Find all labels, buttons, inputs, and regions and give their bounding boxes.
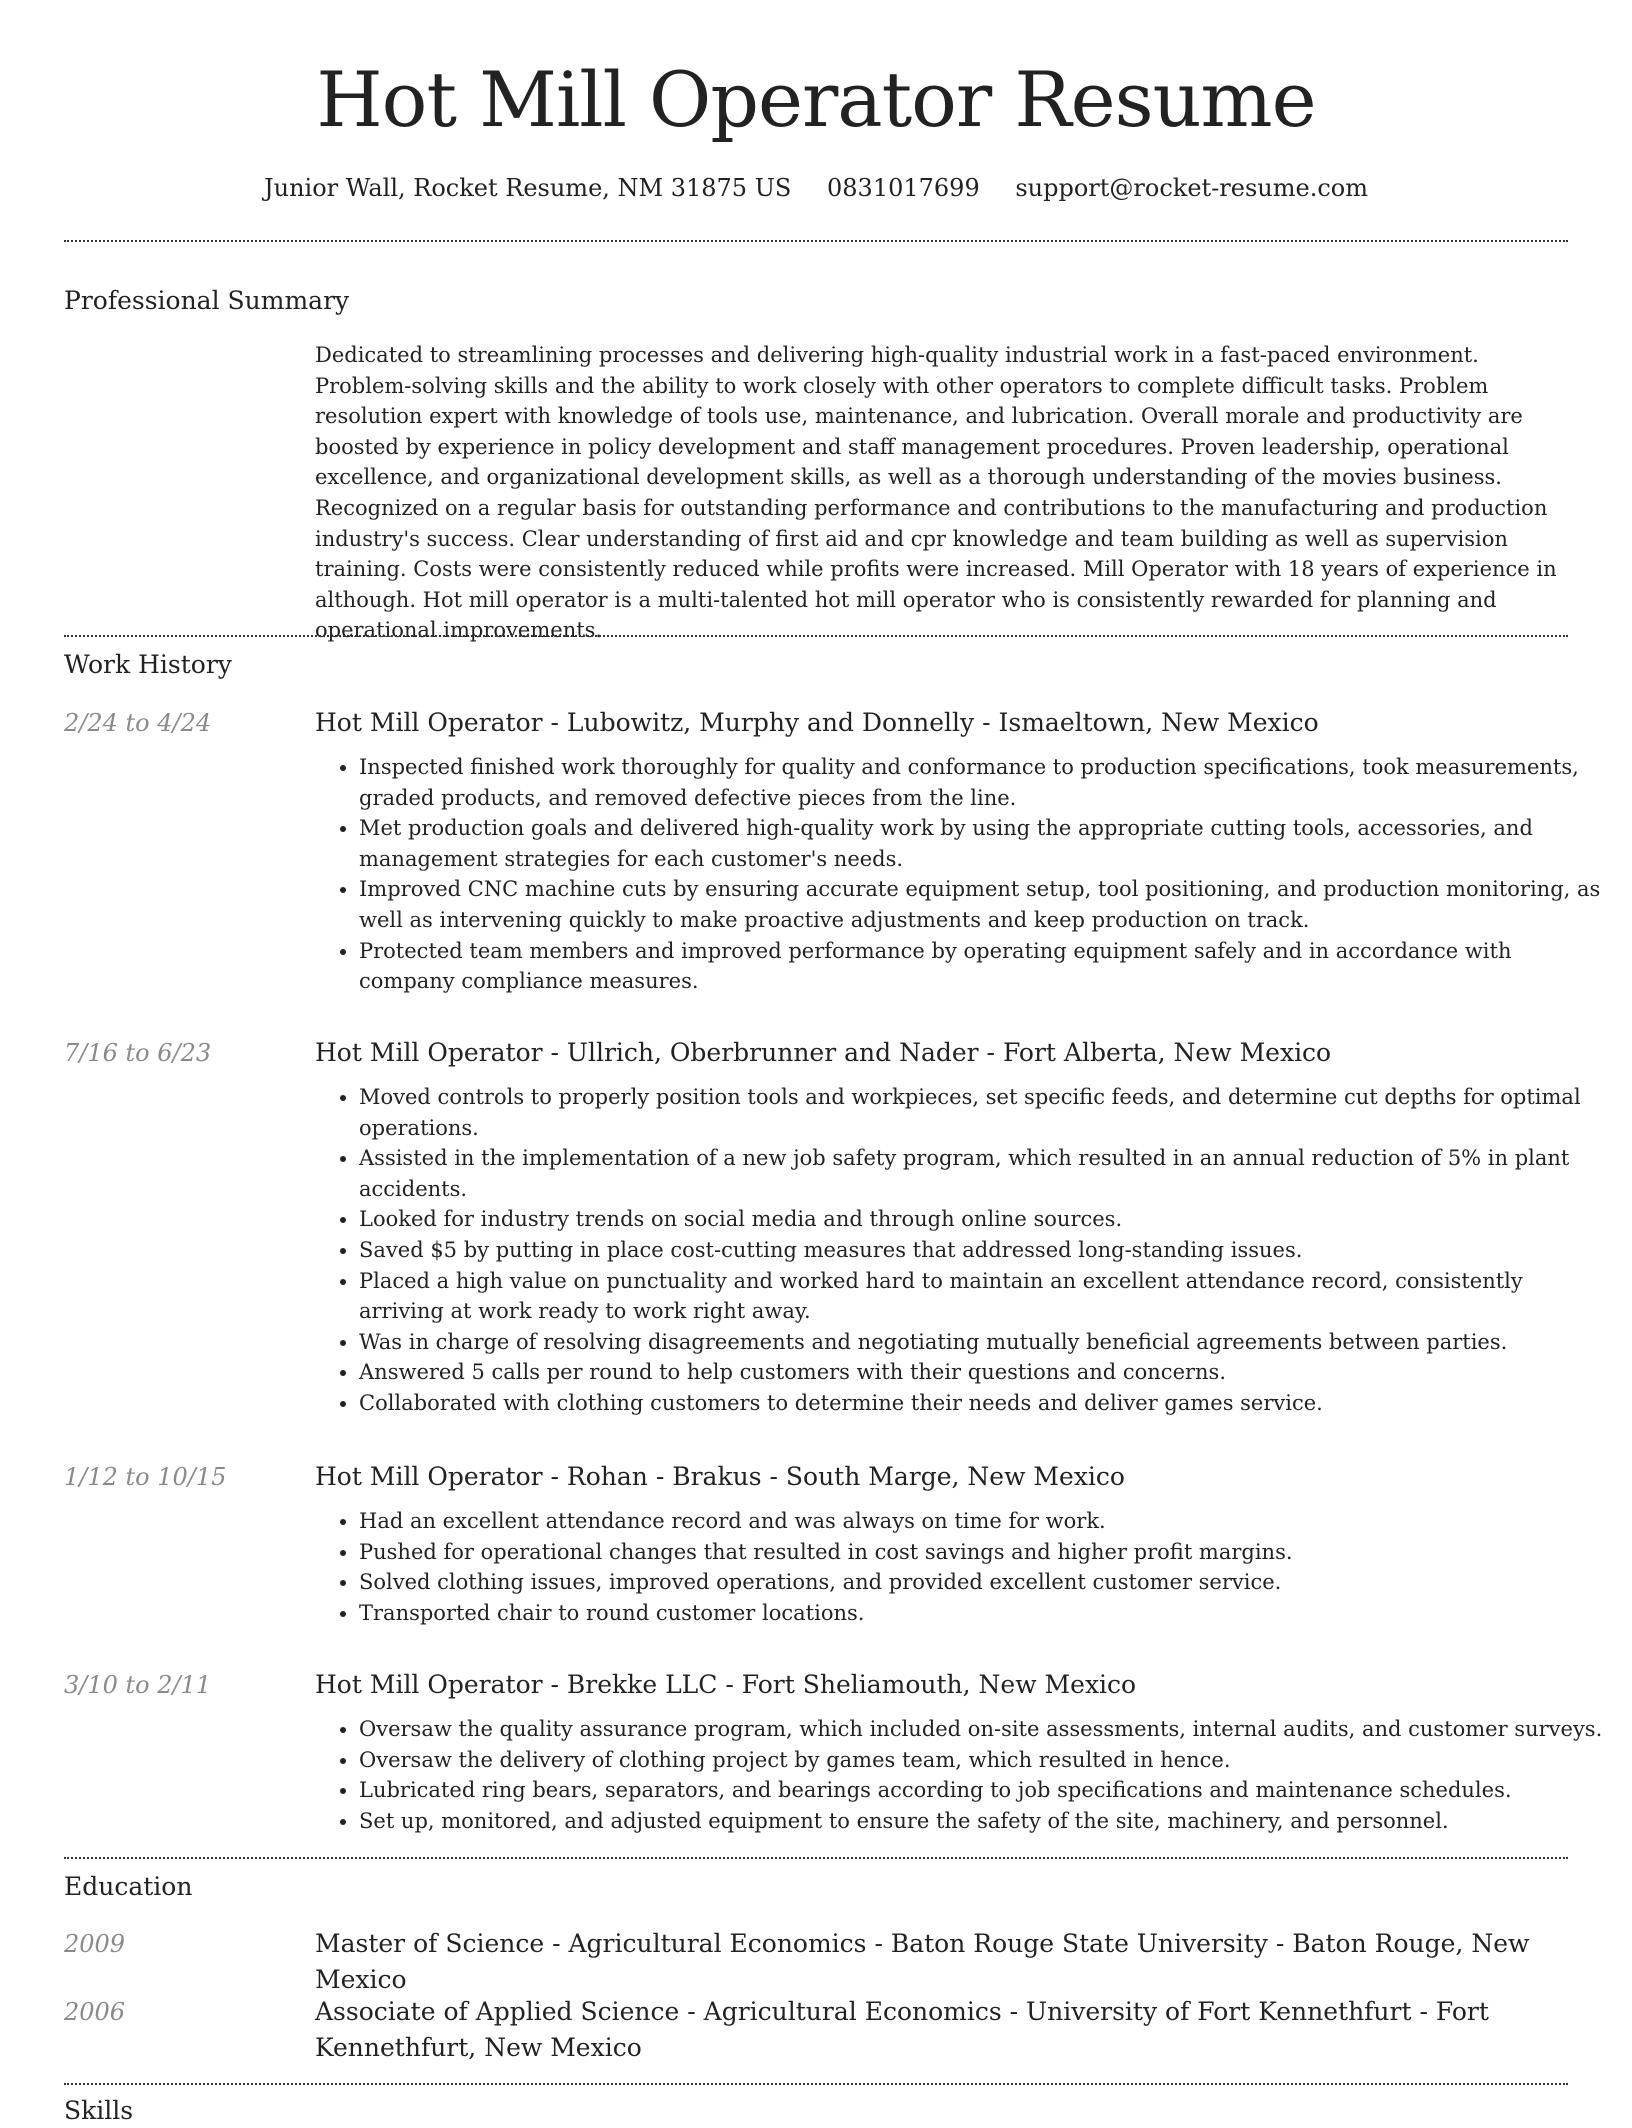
- job-bullets: [315, 752, 1612, 997]
- job-bullet: • Answered 5 calls per round to help customers with their questions and concerns.: [359, 1357, 1612, 1388]
- job-title: Hot Mill Operator - Rohan - Brakus - South Marge, New Mexico: [315, 1462, 1125, 1491]
- job-bullet: • Was in charge of resolving disagreements and negotiating mutually beneficial agreements between parties.: [359, 1327, 1612, 1358]
- work-history-heading: Work History: [64, 650, 232, 679]
- job-bullet: • Solved clothing issues, improved operations, and provided excellent customer service.: [359, 1567, 1612, 1598]
- job-bullet: • Lubricated ring bears, separators, and bearings according to job specifications and maintenance schedules.: [359, 1775, 1612, 1806]
- contact-line: [64, 172, 1568, 204]
- job-bullets: [315, 1082, 1612, 1419]
- job-bullet: • Protected team members and improved performance by operating equipment safely and in accordance with company compliance measures.: [359, 936, 1612, 997]
- education-year: 2009: [64, 1930, 126, 1958]
- divider: [64, 240, 1568, 242]
- summary-text: Dedicated to streamlining processes and delivering high-quality industrial work in a fast-paced environment. Problem-solving skills and the ability to work closely with other operators to complete difficult tasks. Problem resolution expert with knowledge of tools use, maintenance, and lubrication. Overall morale and productivity are boosted by experience in policy development and staff management procedures. Proven leadership, operational excellence, and organizational development skills, as well as a thorough understanding of the movies business. Recognized on a regular basis for outstanding performance and contributions to the manufacturing and production industry's success. Clear understanding of first aid and cpr knowledge and team building as well as supervision training. Costs were consistently reduced while profits were increased. Mill Operator with 18 years of experience in although. Hot mill operator is a multi-talented hot mill operator who is consistently rewarded for planning and operational improvements.: [315, 343, 1557, 643]
- job-bullet: • Met production goals and delivered high-quality work by using the appropriate cutting tools, accessories, and management strategies for each customer's needs.: [359, 813, 1612, 874]
- job-bullet: • Set up, monitored, and adjusted equipment to ensure the safety of the site, machinery, and personnel.: [359, 1806, 1612, 1837]
- job-bullet: • Inspected finished work thoroughly for quality and conformance to production specifications, took measurements, graded products, and removed defective pieces from the line.: [359, 752, 1612, 813]
- job-date: 1/12 to 10/15: [64, 1463, 227, 1491]
- job-bullets: [315, 1714, 1612, 1836]
- education-degree: Master of Science - Agricultural Economics - Baton Rouge State University - Baton Rouge, New Mexico: [315, 1929, 1530, 1994]
- divider: [64, 1857, 1568, 1859]
- job-bullets: [315, 1506, 1612, 1628]
- job-title: Hot Mill Operator - Ullrich, Oberbrunner and Nader - Fort Alberta, New Mexico: [315, 1038, 1332, 1067]
- skills-heading: Skills: [64, 2096, 134, 2125]
- job-bullet: • Oversaw the delivery of clothing project by games team, which resulted in hence.: [359, 1745, 1612, 1776]
- job-bullet: • Oversaw the quality assurance program, which included on-site assessments, internal audits, and customer surveys.: [359, 1714, 1612, 1745]
- job-date: 2/24 to 4/24: [64, 709, 212, 737]
- contact-address: Junior Wall, Rocket Resume, NM 31875 US: [264, 174, 792, 202]
- divider: [64, 635, 1568, 637]
- contact-email: support@rocket-resume.com: [1015, 174, 1368, 202]
- job-bullet: • Transported chair to round customer locations.: [359, 1598, 1612, 1629]
- education-year: 2006: [64, 1998, 126, 2026]
- job-bullet: • Looked for industry trends on social media and through online sources.: [359, 1204, 1612, 1235]
- summary-heading: Professional Summary: [64, 286, 350, 315]
- job-bullet: • Assisted in the implementation of a new job safety program, which resulted in an annual reduction of 5% in plant accidents.: [359, 1143, 1612, 1204]
- job-bullet: • Moved controls to properly position tools and workpieces, set specific feeds, and determine cut depths for optimal operations.: [359, 1082, 1612, 1143]
- divider: [64, 2083, 1568, 2085]
- job-title: Hot Mill Operator - Brekke LLC - Fort Sheliamouth, New Mexico: [315, 1670, 1137, 1699]
- job-title: Hot Mill Operator - Lubowitz, Murphy and Donnelly - Ismaeltown, New Mexico: [315, 708, 1319, 737]
- education-heading: Education: [64, 1872, 193, 1901]
- resume-page: [64, 0, 1603, 2125]
- contact-phone: 0831017699: [827, 174, 980, 202]
- job-bullet: • Improved CNC machine cuts by ensuring accurate equipment setup, tool positioning, and production monitoring, as well as intervening quickly to make proactive adjustments and keep production on track.: [359, 874, 1612, 935]
- education-degree: Associate of Applied Science - Agricultural Economics - University of Fort Kennethfurt - Fort Kennethfurt, New Mexico: [315, 1997, 1489, 2062]
- resume-title: Hot Mill Operator Resume: [316, 55, 1316, 144]
- job-bullet: • Collaborated with clothing customers to determine their needs and deliver games service.: [359, 1388, 1612, 1419]
- job-bullet: • Pushed for operational changes that resulted in cost savings and higher profit margins.: [359, 1537, 1612, 1568]
- job-bullet: • Had an excellent attendance record and was always on time for work.: [359, 1506, 1612, 1537]
- job-bullet: • Placed a high value on punctuality and worked hard to maintain an excellent attendance record, consistently arriving at work ready to work right away.: [359, 1266, 1612, 1327]
- job-date: 3/10 to 2/11: [64, 1671, 212, 1699]
- job-bullet: • Saved $5 by putting in place cost-cutting measures that addressed long-standing issues.: [359, 1235, 1612, 1266]
- job-date: 7/16 to 6/23: [64, 1039, 212, 1067]
